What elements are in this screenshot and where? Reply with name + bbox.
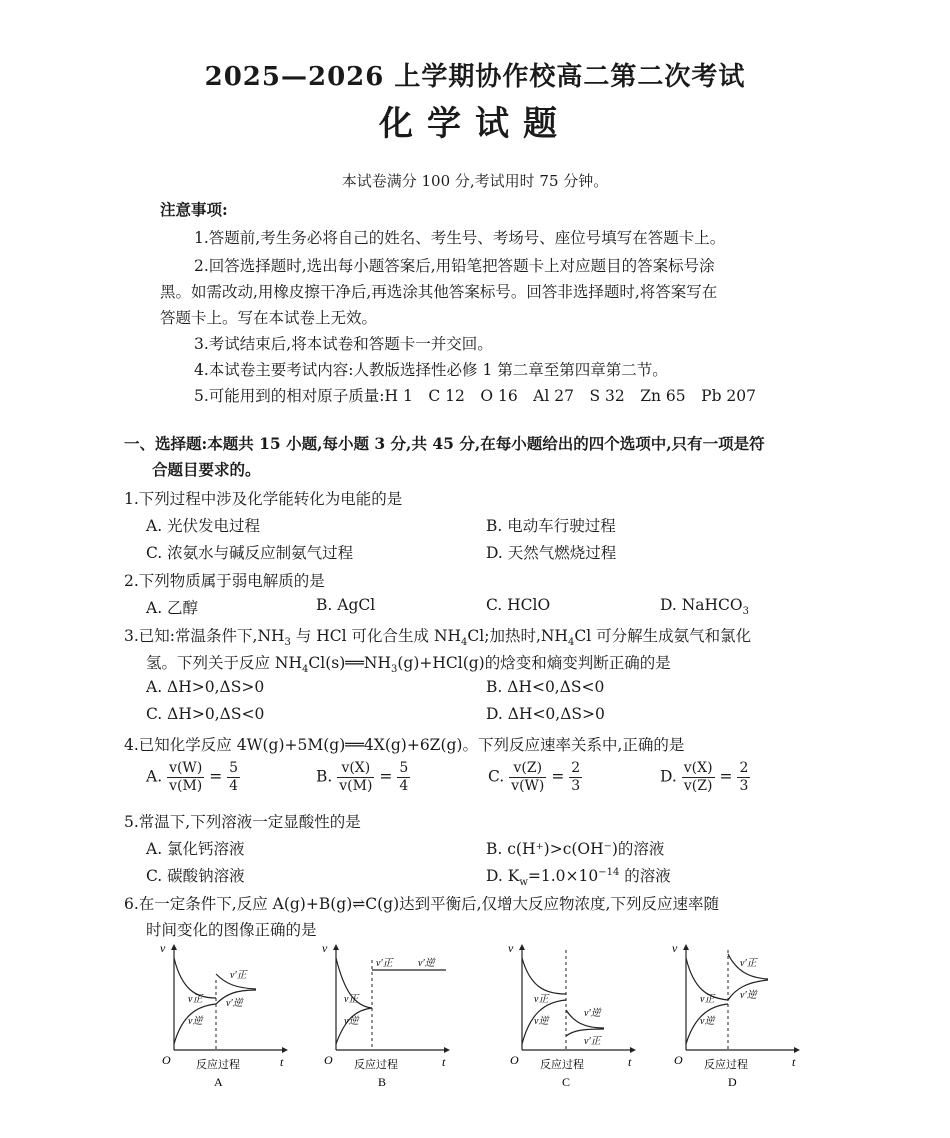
origin-label: O	[324, 1053, 333, 1067]
v-forward-new-label: v′正	[376, 958, 393, 969]
notice-item: 答题卡上。写在本试卷上无效。	[160, 309, 378, 327]
question-6-stem-line1: 6.在一定条件下,反应 A(g)+B(g)⇌C(g)达到平衡后,仅增大反应物浓度,下列反应速率随	[124, 895, 719, 913]
rate-graph-c	[500, 940, 640, 1090]
notice-heading: 注意事项:	[160, 200, 228, 219]
question-3-stem-line2: 氢。下列关于反应 $NH_4Cl(s)══NH_3(g)+HCl(g)$的焓变和熵变判断正确的是	[146, 654, 671, 676]
x-axis-label: t	[442, 1055, 446, 1069]
q1-option-b: B. 电动车行驶过程	[486, 517, 616, 535]
x-caption: 反应过程	[540, 1059, 584, 1071]
x-axis-label: t	[628, 1055, 632, 1069]
question-2-stem: 2.下列物质属于弱电解质的是	[124, 572, 325, 590]
question-1-stem: 1.下列过程中涉及化学能转化为电能的是	[124, 490, 403, 508]
v-forward-label: v正	[344, 994, 359, 1005]
notice-item: 5.可能用到的相对原子质量:H 1 C 12 O 16 Al 27 S 32 Zn 65 Pb 207	[194, 387, 757, 405]
q5-option-d: D. $K_w=1.0\times 10^{-14}$ 的溶液	[486, 866, 671, 889]
rate-graph-d	[664, 940, 804, 1090]
notice-item: 4.本试卷主要考试内容:人教版选择性必修 1 第二章至第四章第二节。	[194, 361, 668, 379]
q5-option-b: B. c(H⁺)>c(OH⁻)的溶液	[486, 840, 665, 858]
origin-label: O	[674, 1053, 683, 1067]
q4-option-b: B. $\frac{v(X)}{v(M)}$ = $\frac{5}{4}$	[316, 760, 409, 794]
section-heading-cont: 合题目要求的。	[152, 460, 261, 479]
exam-info: 本试卷满分 100 分,考试用时 75 分钟。	[341, 172, 609, 190]
v-forward-new-label: v′正	[740, 958, 757, 969]
v-reverse-new-label: v′正	[584, 1036, 601, 1047]
question-5-stem: 5.常温下,下列溶液一定显酸性的是	[124, 813, 361, 831]
y-axis-label: v	[322, 941, 328, 955]
q1-option-d: D. 天然气燃烧过程	[486, 544, 617, 562]
v-reverse-new-label: v′逆	[740, 990, 757, 1001]
graph-option-label: D	[728, 1075, 737, 1089]
notice-item: 1.答题前,考生务必将自己的姓名、考生号、考场号、座位号填写在答题卡上。	[194, 229, 726, 247]
q2-option-a: A. 乙醇	[146, 599, 199, 617]
q3-option-b: B. ΔH<0,ΔS<0	[486, 678, 605, 696]
x-caption: 反应过程	[354, 1059, 398, 1071]
v-reverse-new-label: v′逆	[418, 958, 435, 969]
q2-option-b: B. AgCl	[316, 596, 376, 614]
section-heading: 一、选择题:本题共 15 小题,每小题 3 分,共 45 分,在每小题给出的四个选项中,只有一项是符	[124, 434, 765, 453]
v-reverse-new-label: v′逆	[226, 998, 243, 1009]
v-forward-label: v正	[534, 994, 549, 1005]
v-forward-new-label: v′正	[230, 970, 247, 981]
q4-option-c: C. $\frac{v(Z)}{v(W)}$ = $\frac{2}{3}$	[488, 760, 581, 794]
q3-option-a: A. ΔH>0,ΔS>0	[146, 678, 265, 696]
exam-title: 2025—2026 上学期协作校高二第二次考试	[204, 62, 746, 92]
x-caption: 反应过程	[704, 1059, 748, 1071]
question-6-stem-line2: 时间变化的图像正确的是	[146, 921, 317, 939]
graph-option-label: C	[562, 1075, 571, 1089]
x-axis-label: t	[280, 1055, 284, 1069]
graph-option-label: A	[214, 1075, 223, 1089]
y-axis-label: v	[672, 941, 678, 955]
v-reverse-label: v逆	[344, 1016, 359, 1027]
q2-option-d: D. NaHCO$_3$	[660, 596, 749, 618]
q5-option-c: C. 碳酸钠溶液	[146, 867, 245, 885]
q2-option-c: C. HClO	[486, 596, 551, 614]
y-axis-label: v	[160, 941, 166, 955]
notice-item: 3.考试结束后,将本试卷和答题卡一并交回。	[194, 335, 493, 353]
origin-label: O	[510, 1053, 519, 1067]
notice-item: 黑。如需改动,用橡皮擦干净后,再选涂其他答案标号。回答非选择题时,将答案写在	[160, 283, 718, 301]
v-forward-label: v正	[700, 994, 715, 1005]
v-forward-new-label: v′逆	[584, 1008, 601, 1019]
graph-option-label: B	[378, 1075, 387, 1089]
question-3-stem-line1: 3.已知:常温条件下$,NH_3$ 与 HCl 可化合生成 $NH_4Cl$;加热时$,NH_4Cl$ 可分解生成氨气和氯化	[124, 627, 752, 649]
y-axis-label: v	[508, 941, 514, 955]
rate-graph-a	[152, 940, 292, 1090]
q3-option-d: D. ΔH<0,ΔS>0	[486, 705, 605, 723]
v-reverse-label: v逆	[700, 1016, 715, 1027]
origin-label: O	[162, 1053, 171, 1067]
q1-option-a: A. 光伏发电过程	[146, 517, 261, 535]
q4-option-d: D. $\frac{v(X)}{v(Z)}$ = $\frac{2}{3}$	[660, 760, 749, 794]
q4-option-a: A. $\frac{v(W)}{v(M)}$ = $\frac{5}{4}$	[146, 760, 239, 794]
v-reverse-label: v逆	[188, 1016, 203, 1027]
v-forward-label: v正	[188, 994, 203, 1005]
notice-item: 2.回答选择题时,选出每小题答案后,用铅笔把答题卡上对应题目的答案标号涂	[194, 257, 715, 275]
q5-option-a: A. 氯化钙溶液	[146, 840, 245, 858]
q1-option-c: C. 浓氨水与碱反应制氨气过程	[146, 544, 354, 562]
subject-title: 化学试题	[379, 104, 571, 144]
x-caption: 反应过程	[196, 1059, 240, 1071]
v-reverse-label: v逆	[534, 1016, 549, 1027]
x-axis-label: t	[792, 1055, 796, 1069]
q3-option-c: C. ΔH>0,ΔS<0	[146, 705, 265, 723]
question-4-stem: 4.已知化学反应 4W(g)+5M(g)══4X(g)+6Z(g)。下列反应速率关系中,正确的是	[124, 736, 685, 754]
rate-graph-b	[314, 940, 454, 1090]
